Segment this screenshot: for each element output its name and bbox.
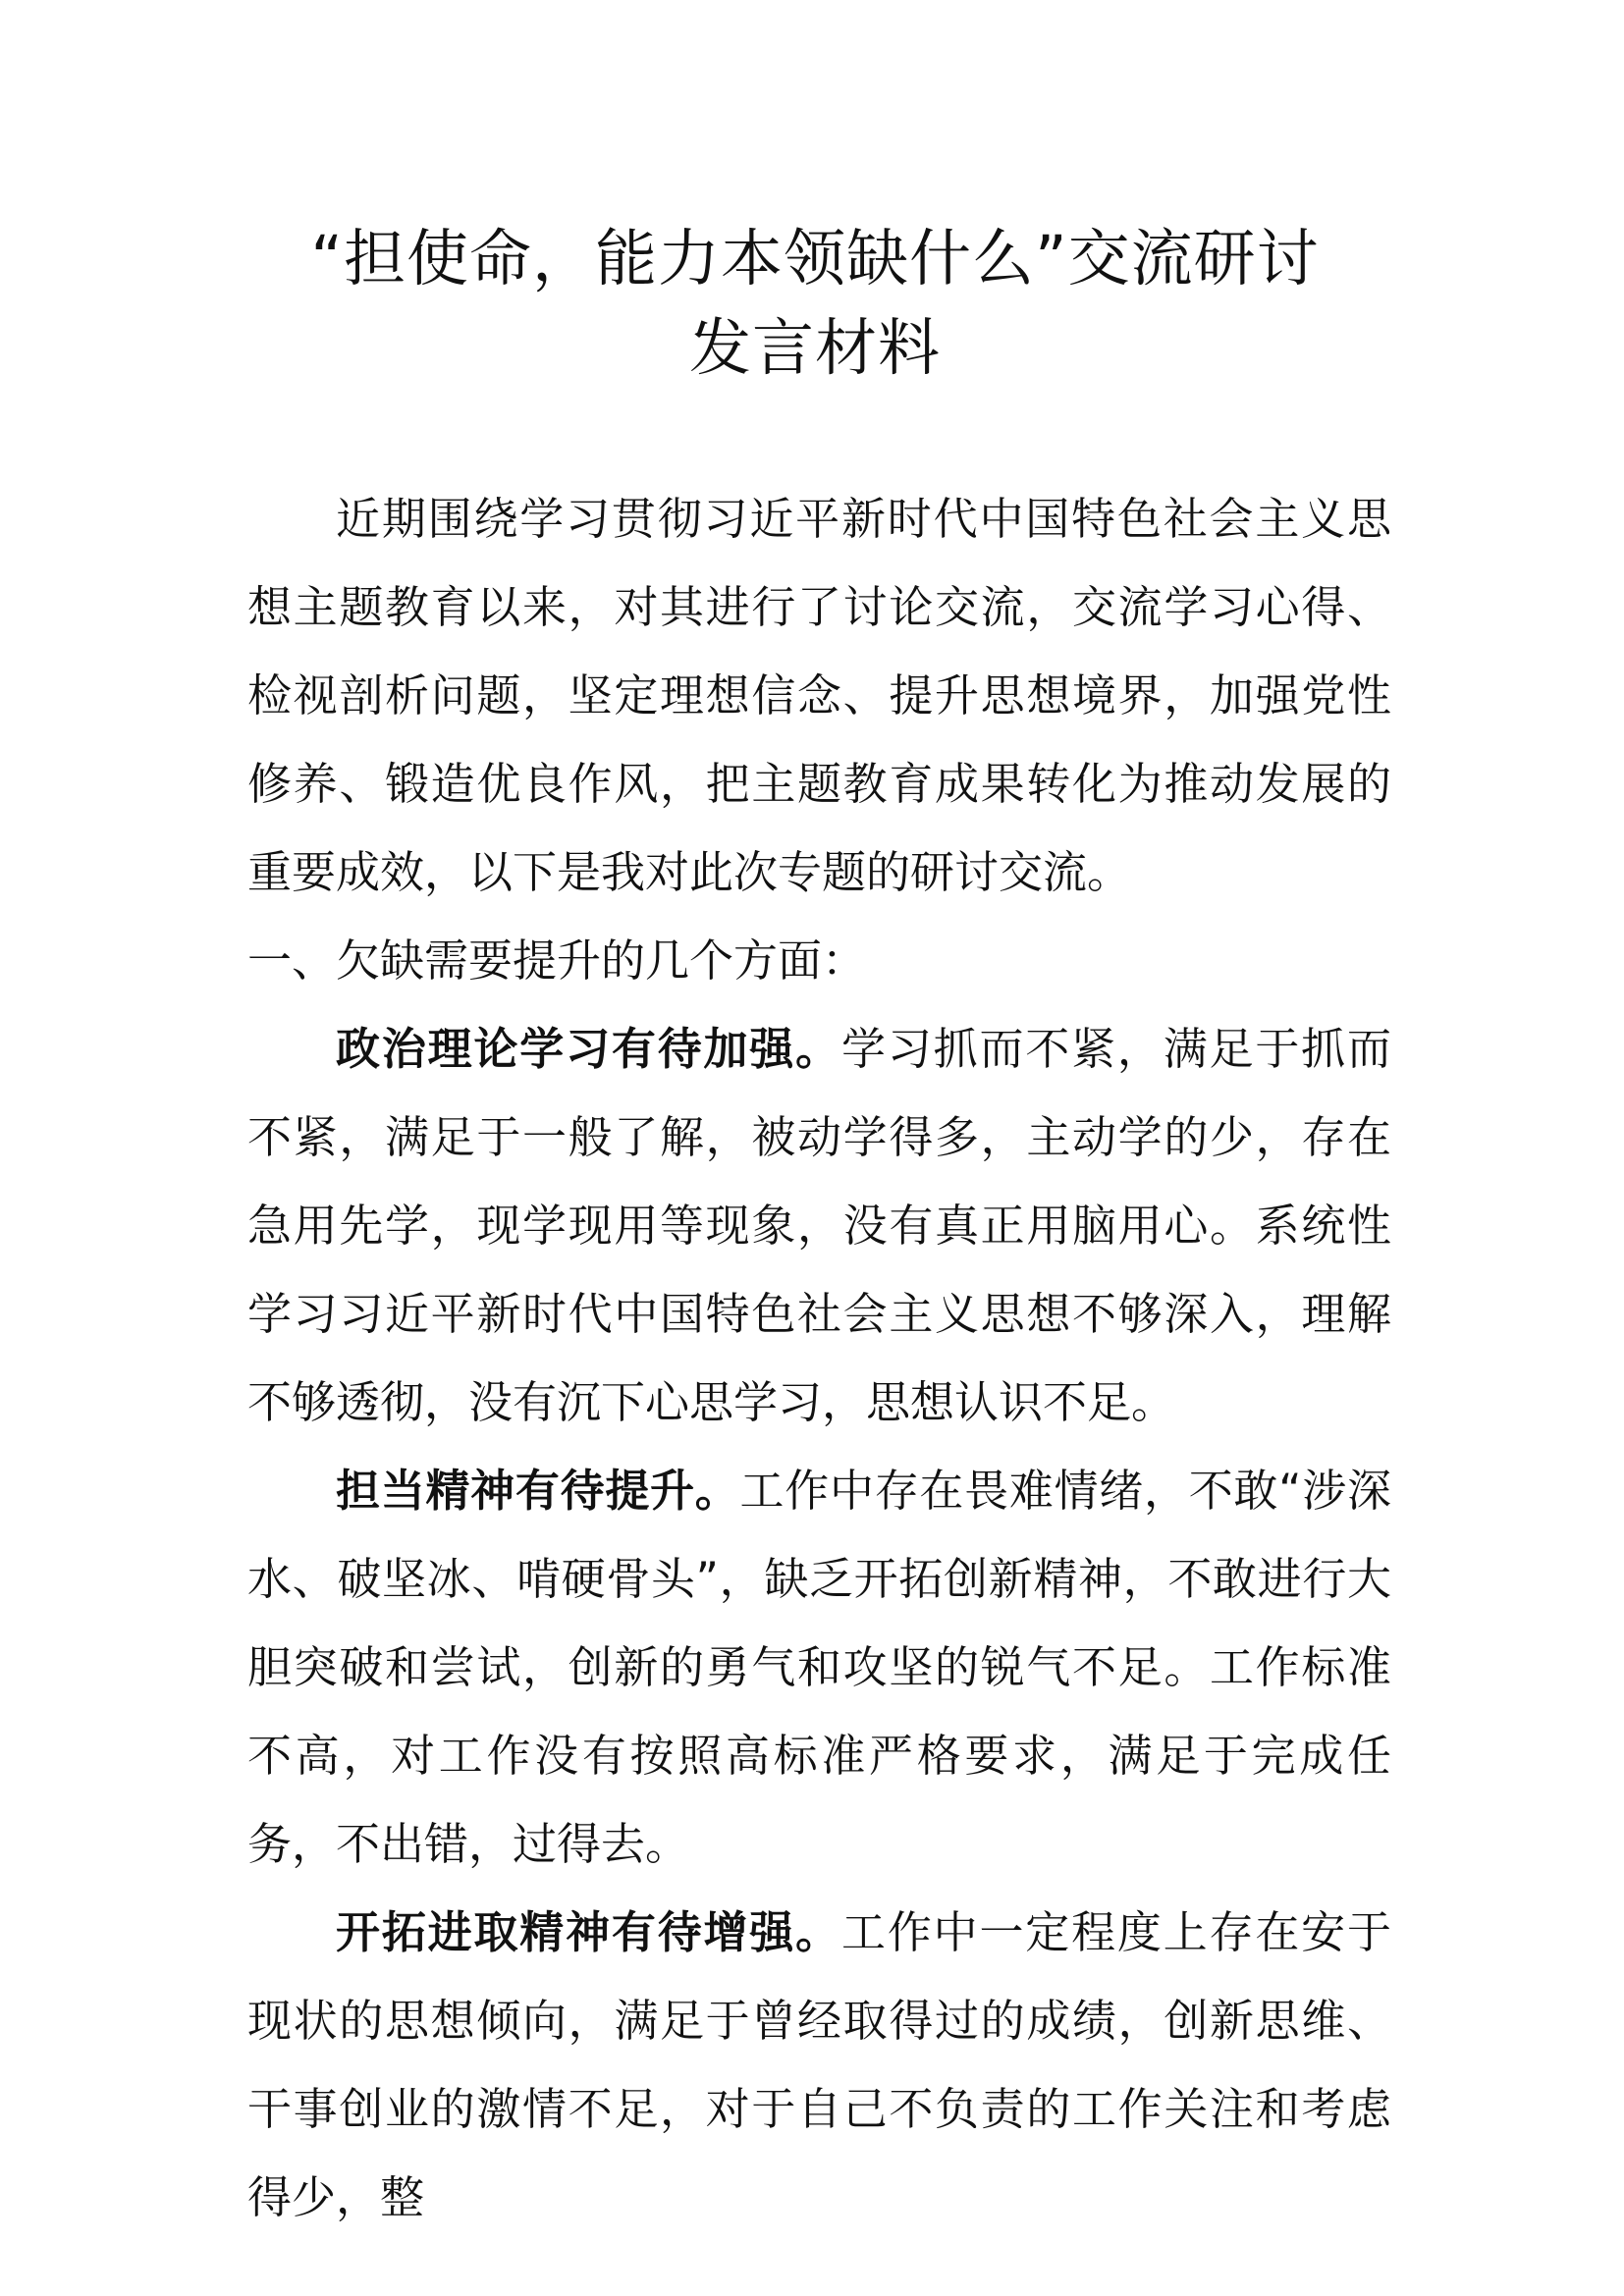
paragraph-enterprising [247, 1889, 1391, 2242]
intro-paragraph [247, 475, 1391, 917]
document-title [245, 214, 1384, 393]
paragraph-responsibility [247, 1447, 1391, 1889]
section-heading-text: 一、欠缺需要提升的几个方面： [247, 934, 867, 987]
paragraph-text: 工作中存在畏难情绪，不敢“涉深水、破坚冰、啃硬骨头”，缺乏开拓创新精神，不敢进行大胆突破和尝试，创新的勇气和攻坚的锐气不足。工作标准不高，对工作没有按照高标准严格要求，满足于完成任务，不出错，过得去。 [247, 1465, 1391, 1870]
paragraph-lead: 开拓进取精神有待增强。 [336, 1906, 841, 1958]
paragraph-political-study [247, 1005, 1391, 1447]
title-line-1: “担使命，能力本领缺什么”交流研讨 [310, 223, 1320, 294]
paragraph-lead: 担当精神有待提升。 [336, 1465, 740, 1517]
paragraph-text: 学习抓而不紧，满足于抓而不紧，满足于一般了解，被动学得多，主动学的少，存在急用先学，现学现用等现象，没有真正用脑用心。系统性学习习近平新时代中国特色社会主义思想不够深入，理解不够透彻，没有沉下心思学习，思想认识不足。 [247, 1023, 1391, 1428]
intro-text: 近期围绕学习贯彻习近平新时代中国特色社会主义思想主题教育以来，对其进行了讨论交流，交流学习心得、检视剖析问题，坚定理想信念、提升思想境界，加强党性修养、锻造优良作风，把主题教育成果转化为推动发展的重要成效，以下是我对此次专题的研讨交流。 [247, 493, 1391, 898]
title-line-2: 发言材料 [689, 312, 941, 384]
paragraph-text: 工作中一定程度上存在安于现状的思想倾向，满足于曾经取得过的成绩，创新思维、干事创业的激情不足，对于自己不负责的工作关注和考虑得少，整 [247, 1906, 1391, 2223]
document-body [247, 475, 1391, 2242]
paragraph-lead: 政治理论学习有待加强。 [336, 1023, 841, 1075]
section-heading [247, 917, 1391, 1005]
